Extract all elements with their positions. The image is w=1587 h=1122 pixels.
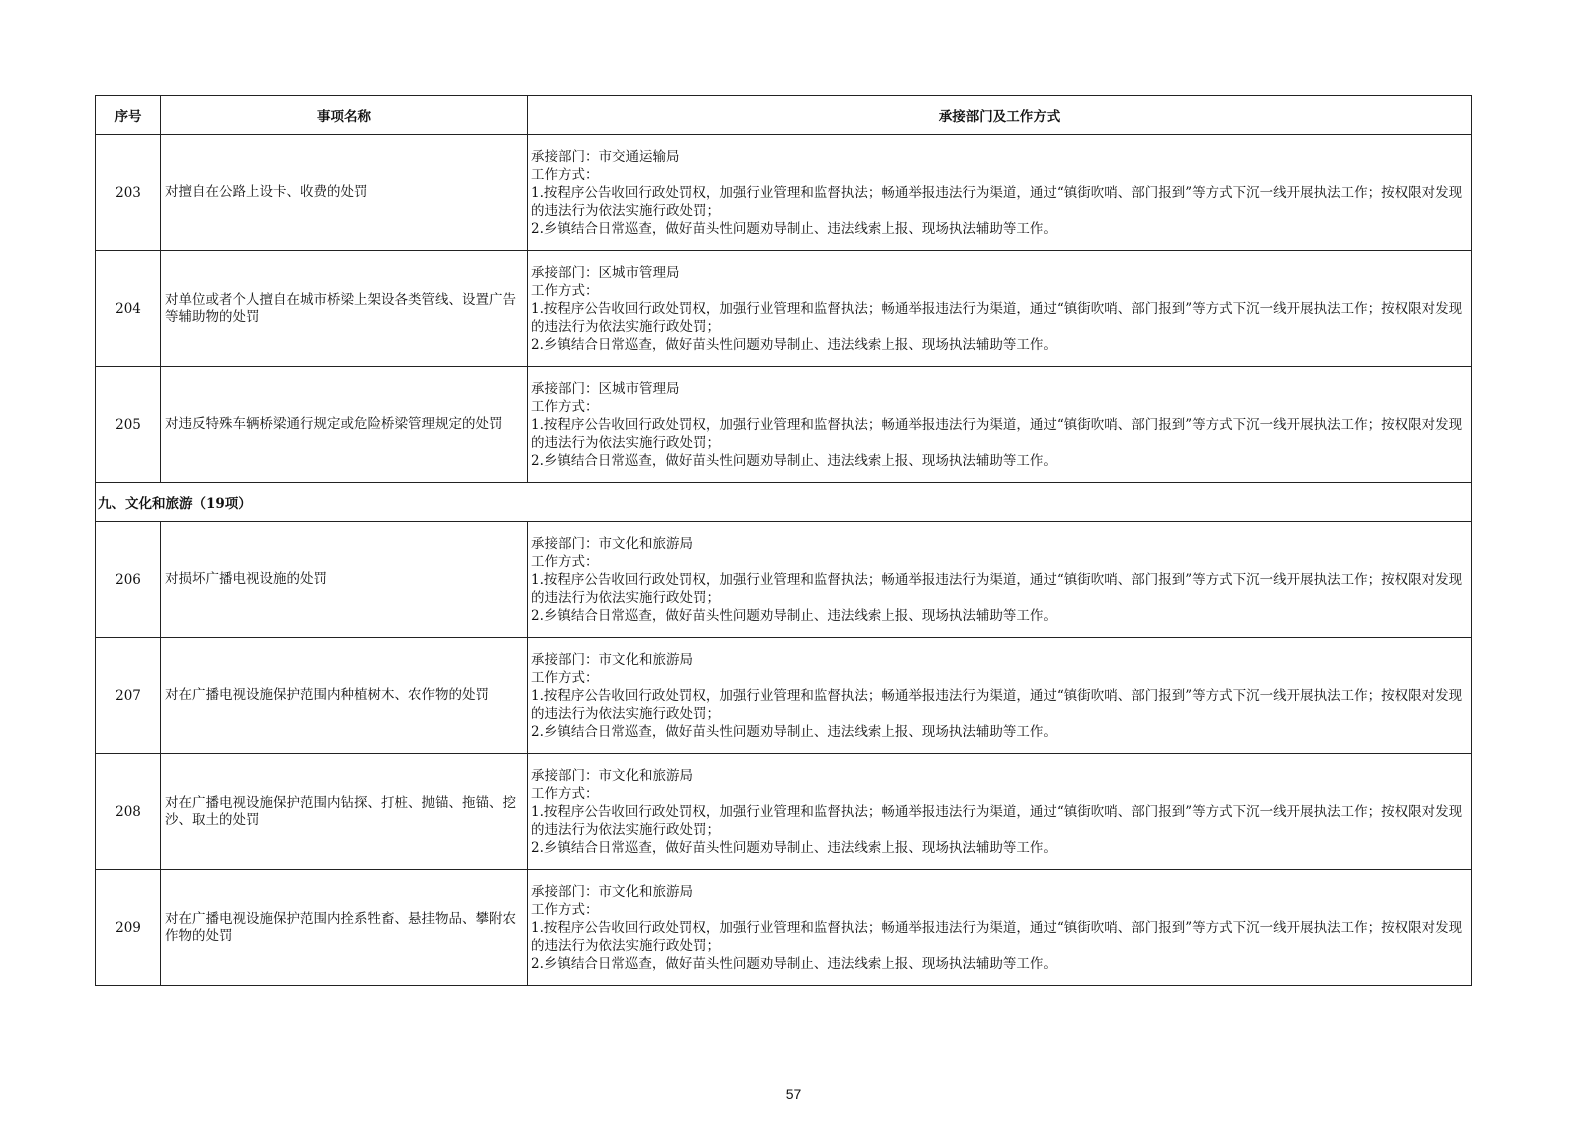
method-line-1: 1.按程序公告收回行政处罚权，加强行业管理和监督执法；畅通举报违法行为渠道，通过“镇街吹哨、部门报到”等方式下沉一线开展执法工作；按权限对发现的违法行为依法实施行政处罚； [531, 803, 1463, 838]
dept-method-cell [528, 754, 1472, 870]
row-number: 206 [96, 522, 161, 638]
table-row [96, 251, 1472, 367]
method-label: 工作方式： [531, 669, 599, 686]
matter-name: 对损坏广播电视设施的处罚 [161, 522, 528, 638]
matter-name: 对擅自在公路上设卡、收费的处罚 [161, 135, 528, 251]
method-label: 工作方式： [531, 282, 599, 299]
dept-line: 承接部门：市文化和旅游局 [531, 767, 693, 784]
table-row [96, 367, 1472, 483]
method-label: 工作方式： [531, 901, 599, 918]
method-line-2: 2.乡镇结合日常巡查，做好苗头性问题劝导制止、违法线索上报、现场执法辅助等工作。 [531, 607, 1057, 624]
method-line-1: 1.按程序公告收回行政处罚权，加强行业管理和监督执法；畅通举报违法行为渠道，通过“镇街吹哨、部门报到”等方式下沉一线开展执法工作；按权限对发现的违法行为依法实施行政处罚； [531, 416, 1463, 451]
header-method: 承接部门及工作方式 [528, 96, 1472, 135]
table-row [96, 522, 1472, 638]
method-line-1: 1.按程序公告收回行政处罚权，加强行业管理和监督执法；畅通举报违法行为渠道，通过“镇街吹哨、部门报到”等方式下沉一线开展执法工作；按权限对发现的违法行为依法实施行政处罚； [531, 919, 1463, 954]
method-label: 工作方式： [531, 398, 599, 415]
matters-table [95, 95, 1472, 986]
method-line-2: 2.乡镇结合日常巡查，做好苗头性问题劝导制止、违法线索上报、现场执法辅助等工作。 [531, 336, 1057, 353]
header-name: 事项名称 [161, 96, 528, 135]
row-number: 203 [96, 135, 161, 251]
row-number: 209 [96, 870, 161, 986]
row-number: 205 [96, 367, 161, 483]
header-no: 序号 [96, 96, 161, 135]
matter-name: 对单位或者个人擅自在城市桥梁上架设各类管线、设置广告等辅助物的处罚 [161, 251, 528, 367]
dept-line: 承接部门：市文化和旅游局 [531, 883, 693, 900]
matter-name: 对在广播电视设施保护范围内拴系牲畜、悬挂物品、攀附农作物的处罚 [161, 870, 528, 986]
section-row [96, 483, 1472, 522]
matter-name: 对在广播电视设施保护范围内钻探、打桩、抛锚、拖锚、挖沙、取土的处罚 [161, 754, 528, 870]
dept-method-cell [528, 251, 1472, 367]
row-number: 208 [96, 754, 161, 870]
table-row [96, 135, 1472, 251]
method-line-2: 2.乡镇结合日常巡查，做好苗头性问题劝导制止、违法线索上报、现场执法辅助等工作。 [531, 723, 1057, 740]
table-row [96, 638, 1472, 754]
method-line-2: 2.乡镇结合日常巡查，做好苗头性问题劝导制止、违法线索上报、现场执法辅助等工作。 [531, 839, 1057, 856]
method-line-2: 2.乡镇结合日常巡查，做好苗头性问题劝导制止、违法线索上报、现场执法辅助等工作。 [531, 220, 1057, 237]
method-label: 工作方式： [531, 166, 599, 183]
dept-line: 承接部门：区城市管理局 [531, 380, 680, 397]
method-line-1: 1.按程序公告收回行政处罚权，加强行业管理和监督执法；畅通举报违法行为渠道，通过“镇街吹哨、部门报到”等方式下沉一线开展执法工作；按权限对发现的违法行为依法实施行政处罚； [531, 687, 1463, 722]
row-number: 207 [96, 638, 161, 754]
table-header-row [96, 96, 1472, 135]
dept-line: 承接部门：市交通运输局 [531, 148, 680, 165]
page-number: 57 [785, 1086, 802, 1102]
method-label: 工作方式： [531, 785, 599, 802]
dept-method-cell [528, 135, 1472, 251]
matter-name: 对违反特殊车辆桥梁通行规定或危险桥梁管理规定的处罚 [161, 367, 528, 483]
dept-method-cell [528, 638, 1472, 754]
method-line-2: 2.乡镇结合日常巡查，做好苗头性问题劝导制止、违法线索上报、现场执法辅助等工作。 [531, 452, 1057, 469]
method-line-2: 2.乡镇结合日常巡查，做好苗头性问题劝导制止、违法线索上报、现场执法辅助等工作。 [531, 955, 1057, 972]
method-line-1: 1.按程序公告收回行政处罚权，加强行业管理和监督执法；畅通举报违法行为渠道，通过“镇街吹哨、部门报到”等方式下沉一线开展执法工作；按权限对发现的违法行为依法实施行政处罚； [531, 184, 1463, 219]
matter-name: 对在广播电视设施保护范围内种植树木、农作物的处罚 [161, 638, 528, 754]
method-label: 工作方式： [531, 553, 599, 570]
row-number: 204 [96, 251, 161, 367]
dept-method-cell [528, 870, 1472, 986]
method-line-1: 1.按程序公告收回行政处罚权，加强行业管理和监督执法；畅通举报违法行为渠道，通过“镇街吹哨、部门报到”等方式下沉一线开展执法工作；按权限对发现的违法行为依法实施行政处罚； [531, 571, 1463, 606]
table-row [96, 754, 1472, 870]
dept-method-cell [528, 367, 1472, 483]
section-heading: 九、文化和旅游（19项） [96, 483, 1472, 522]
method-line-1: 1.按程序公告收回行政处罚权，加强行业管理和监督执法；畅通举报违法行为渠道，通过“镇街吹哨、部门报到”等方式下沉一线开展执法工作；按权限对发现的违法行为依法实施行政处罚； [531, 300, 1463, 335]
dept-line: 承接部门：市文化和旅游局 [531, 535, 693, 552]
dept-line: 承接部门：市文化和旅游局 [531, 651, 693, 668]
dept-line: 承接部门：区城市管理局 [531, 264, 680, 281]
table-row [96, 870, 1472, 986]
dept-method-cell [528, 522, 1472, 638]
